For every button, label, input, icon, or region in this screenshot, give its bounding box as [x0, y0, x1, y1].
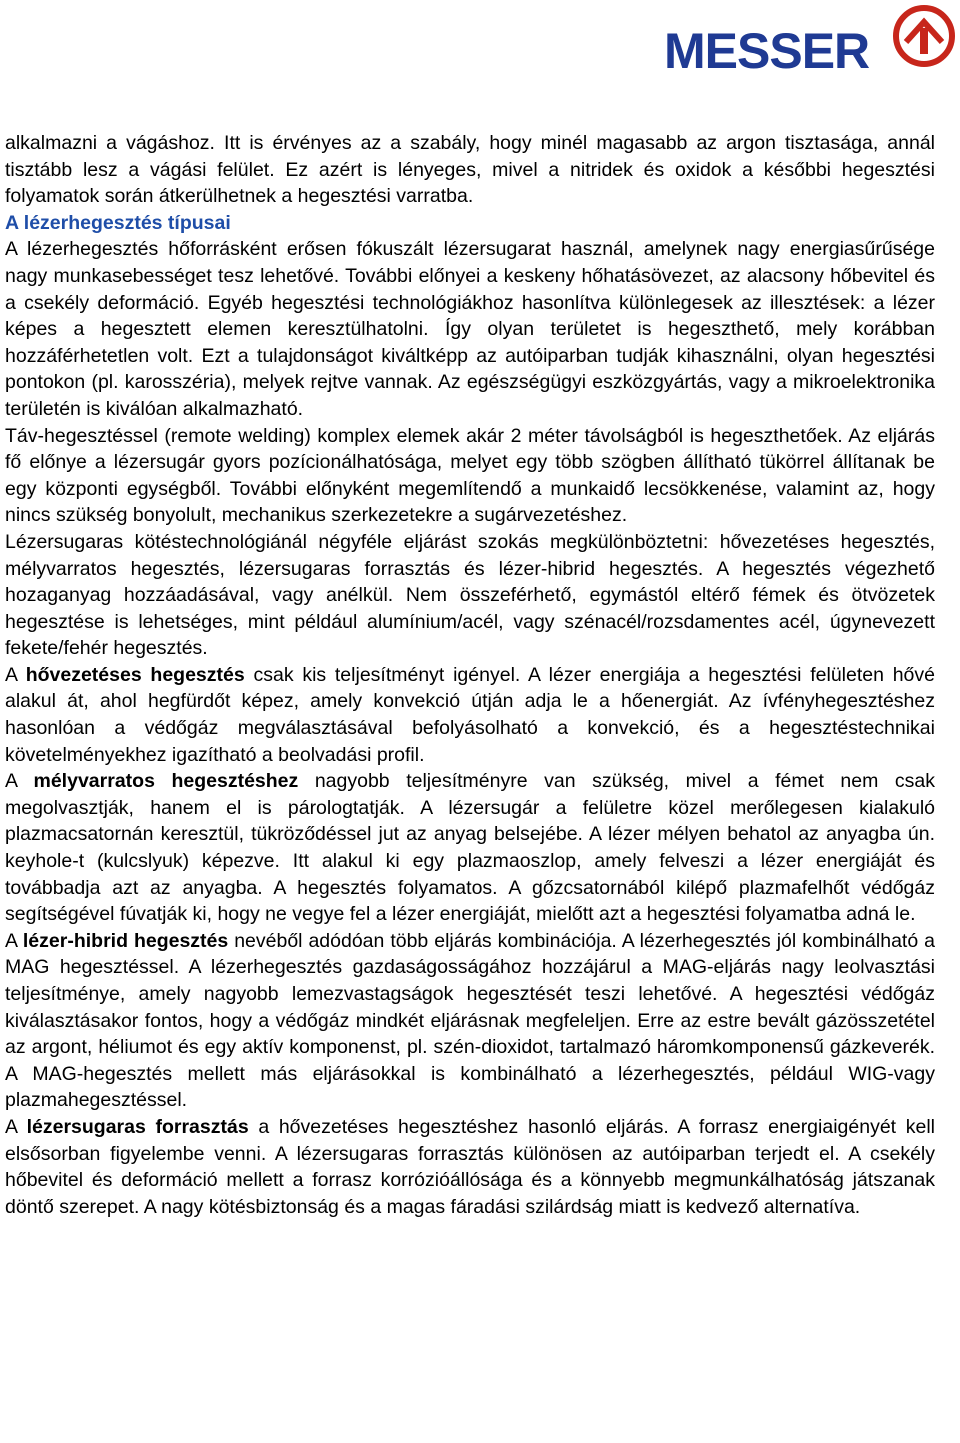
text-run: A: [5, 929, 23, 952]
paragraph-laser-hybrid: [5, 928, 935, 1114]
text-run: A: [5, 1115, 27, 1138]
paragraph-laser-brazing: [5, 1114, 935, 1220]
text-run: A: [5, 770, 34, 793]
paragraph-deep-penetration: [5, 768, 935, 928]
term-bold: mélyvarratos hegesztéshez: [33, 770, 299, 793]
text-run: a hővezetéses hegesztéshez hasonló eljárás. A forrasz energiaigényét kell elsősorban figyelembe venni. A lézersugaras forrasztás különösen az autóiparban terjedt el. A csekély hőbevitel és deformáció mellett a forrasz korrózióállósága és a könnyebb megmunkálhatóság játszanak döntő szerepet. A nagy kötésbiztonság és a magas fáradási szilárdság miatt is kedvező alternatíva.: [5, 1115, 935, 1218]
term-bold: lézersugaras forrasztás: [26, 1115, 249, 1138]
text-run: nagyobb teljesítményre van szükség, mivel a fémet nem csak megolvasztják, hanem el is párologtatják. A lézersugár a felületre közel merőlegesen kialakuló plazmacsatornán keresztül, tükröződéssel jut az anyag belsejébe. A lézer mélyen behatol az anyagba ún. keyhole-t (kulcslyuk) képezve. Itt alakul ki egy plazmaoszlop, amely felveszi a lézer energiáját és továbbadja azt az anyagba. A hegesztés folyamatos. A gőzcsatornából kilépő plazmafelhőt védőgáz segítségével fúvatják ki, hogy ne vegye fel a lézer energiáját, mielőtt azt a hegesztési folyamatba adná le.: [5, 770, 936, 926]
term-bold: lézer-hibrid hegesztés: [22, 929, 229, 952]
section-title: A lézerhegesztés típusai: [5, 211, 231, 234]
logo-wordmark: MESSER: [664, 23, 870, 79]
paragraph-conduction-welding: [5, 662, 935, 768]
paragraph-remote-welding: Táv-hegesztéssel (remote welding) komplex elemek akár 2 méter távolságból is hegeszthetőek. Az eljárás fő előnye a lézersugár gyors pozícionálhatósága, melyet egy több szögben állítható tükörrel állítanak be egy központi egységből. További előnyként megemlítendő a munkaidő lecsökkenése, valamint az, hogy nincs szükség bonyolult, mechanikus szerkezetekre a sugárvezetéshez.: [5, 424, 935, 527]
text-run: nevéből adódóan több eljárás kombinációja. A lézerhegesztés jól kombinálható a MAG hegesztéssel. A lézerhegesztés gazdaságosságához hozzájárul a MAG-eljárás nagy leolvasztási teljesítménye, amely nagyobb lemezvastagságok hegesztését teszi lehetővé. A hegesztési védőgáz kiválasztásakor fontos, hogy a védőgáz mindkét eljárásnak megfeleljen. Erre az estre bevált gázösszetétel az argont, héliumot és egy aktív komponenst, pl. szén-dioxidot, tartalmazó háromkomponensű gázkeverék. A MAG-hegesztés mellett más eljárásokkal is kombinálható a lézerhegesztés, például WIG-vagy plazmahegesztéssel.: [5, 929, 935, 1112]
paragraph-intro: alkalmazni a vágáshoz. Itt is érvényes az a szabály, hogy minél magasabb az argon tisztasága, annál tisztább lesz a vágási felület. Ez azért is lényeges, mivel a nitridek és oxidok a későbbi hegesztési folyamatok során átkerülhetnek a hegesztési varratba.: [5, 132, 935, 208]
paragraph-four-methods: Lézersugaras kötéstechnológiánál négyféle eljárást szokás megkülönböztetni: hővezetéses hegesztés, mélyvarratos hegesztés, lézersugaras forrasztás és lézer-hibrid hegesztés. A hegesztés végezhető hozaganyag hozzáadásával, vagy anélkül. Nem összeférhető, egymástól eltérő fémek és ötvözetek hegesztése is lehetséges, mint például alumínium/acél, vagy szénacél/rozsdamentes acél, úgynevezett fekete/fehér hegesztés.: [5, 530, 935, 660]
text-run: A: [5, 663, 26, 686]
messer-logo: [656, 4, 956, 80]
term-bold: hővezetéses hegesztés: [25, 663, 245, 686]
messer-emblem-icon: [892, 4, 956, 68]
text-run: csak kis teljesítményt igényel. A lézer energiája a hegesztési felületen hővé alakul át, ahol hegfürdőt képez, amely konvekció útján adja le a hőenergiát. Az ívfényhegesztéshez hasonlóan a védőgáz megválasztásával befolyásolható a konvekció, és a hegesztéstechnikai követelményekhez igazítható a beolvadási profil.: [5, 663, 935, 766]
paragraph-overview: A lézerhegesztés hőforrásként erősen fókuszált lézersugarat használ, amelynek nagy energiasűrűsége nagy munkasebességet tesz lehetővé. További előnyei a keskeny hőhatásövezet, az alacsony hőbevitel és a csekély deformáció. Egyéb hegesztési technológiákhoz hasonlítva különlegesek az illesztések: a lézer képes a hegesztett elemen keresztülhatolni. Így olyan területet is hegeszthető, mely korábban hozzáférhetetlen volt. Ezt a tulajdonságot kiváltképp az autóiparban tudják kihasználni, olyan hegesztési pontokon (pl. karosszéria), melyek rejtve vannak. Az egészségügyi eszközgyártás, vagy a mikroelektronika területén is kiválóan alkalmazható.: [5, 238, 935, 420]
document-body: [5, 130, 935, 1220]
